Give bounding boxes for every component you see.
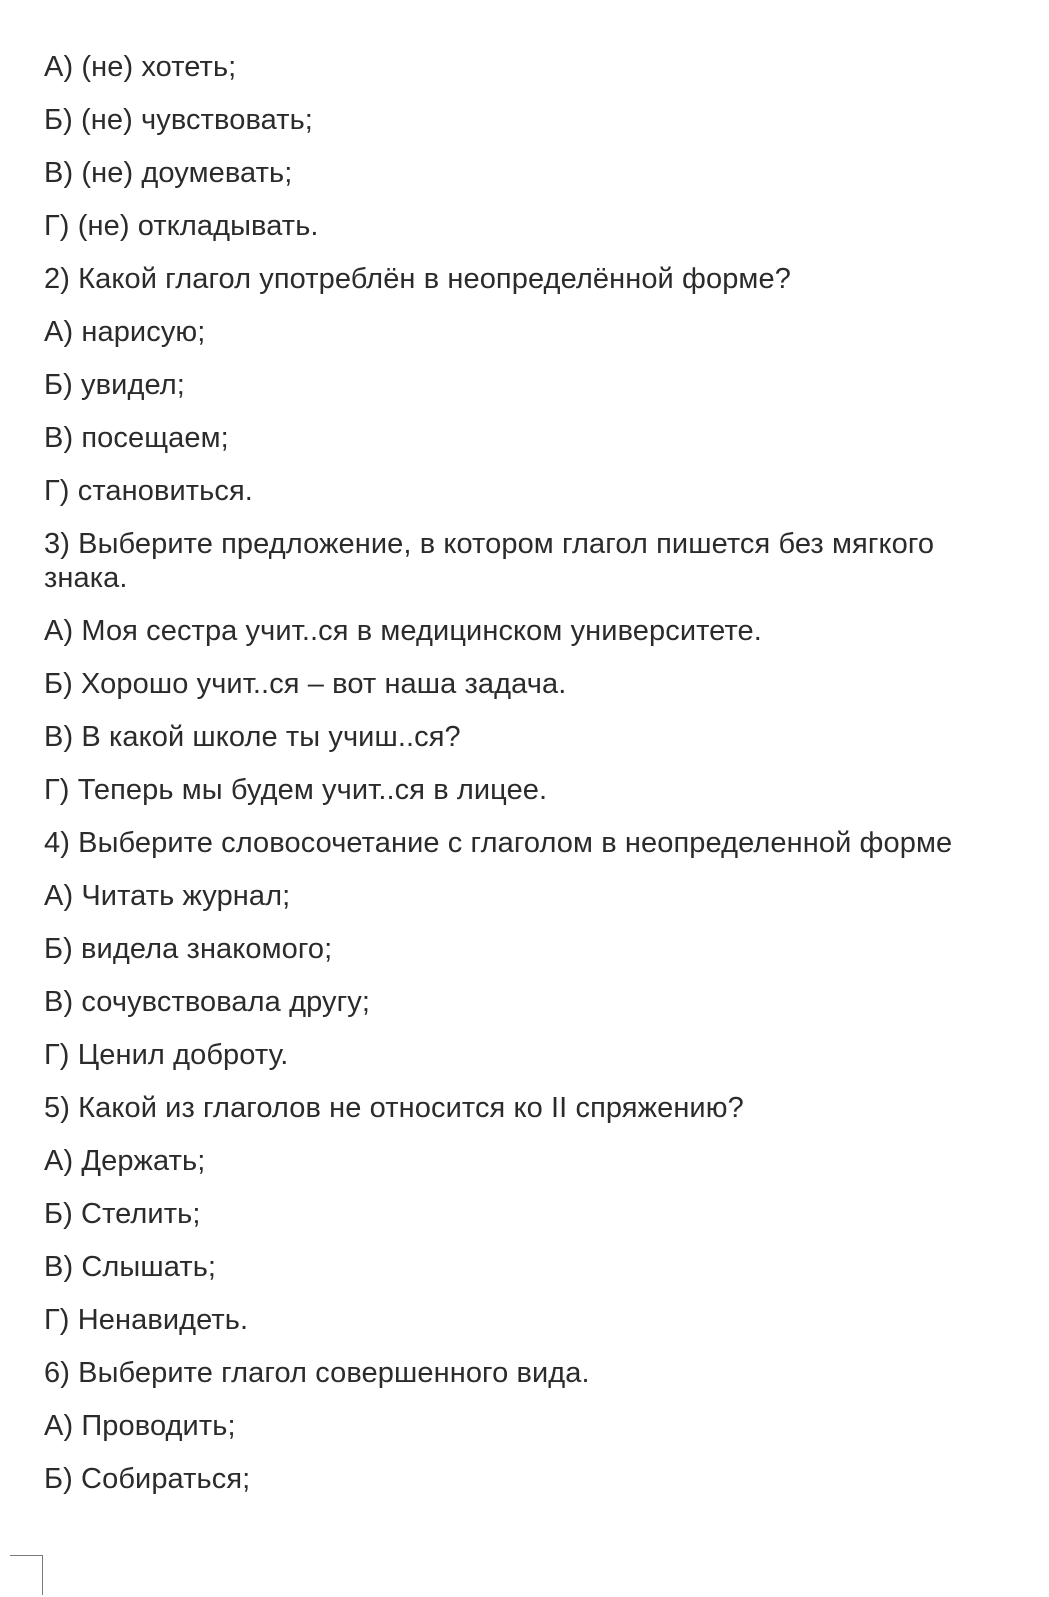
question-line: 5) Какой из глаголов не относится ко II спряжению?	[44, 1092, 744, 1124]
option-line: А) нарисую;	[44, 316, 206, 348]
option-line: Б) видела знакомого;	[44, 933, 333, 965]
option-line: Б) (не) чувствовать;	[44, 104, 313, 136]
option-line: А) Держать;	[44, 1145, 206, 1177]
question-line: 3) Выберите предложение, в котором глагол пишется без мягкого	[44, 528, 935, 560]
option-line: Б) Собираться;	[44, 1463, 251, 1495]
question-line: 2) Какой глагол употреблён в неопределённой форме?	[44, 263, 791, 295]
option-line: Г) Ценил доброту.	[44, 1039, 289, 1071]
option-line: Г) Ненавидеть.	[44, 1304, 249, 1336]
question-line: 6) Выберите глагол совершенного вида.	[44, 1357, 590, 1389]
option-line: А) Проводить;	[44, 1410, 236, 1442]
question-line: 4) Выберите словосочетание с глаголом в неопределенной форме	[44, 827, 953, 859]
option-line: В) посещаем;	[44, 422, 229, 454]
option-line: Б) Хорошо учит..ся – вот наша задача.	[44, 668, 567, 700]
option-line: В) В какой школе ты учиш..ся?	[44, 721, 461, 753]
option-line: А) Читать журнал;	[44, 880, 291, 912]
option-line: Б) увидел;	[44, 369, 185, 401]
option-line: В) Слышать;	[44, 1251, 217, 1283]
option-line: Г) (не) откладывать.	[44, 210, 319, 242]
document-body	[44, 50, 1049, 1515]
page-corner-mark	[10, 1555, 43, 1595]
option-line: Г) Теперь мы будем учит..ся в лицее.	[44, 774, 548, 806]
option-line: А) (не) хотеть;	[44, 51, 237, 83]
option-line: В) сочувствовала другу;	[44, 986, 371, 1018]
option-line: В) (не) доумевать;	[44, 157, 293, 189]
question-line-continuation: знака.	[44, 562, 128, 594]
option-line: Б) Стелить;	[44, 1198, 201, 1230]
option-line: А) Моя сестра учит..ся в медицинском университете.	[44, 615, 762, 647]
option-line: Г) становиться.	[44, 475, 253, 507]
